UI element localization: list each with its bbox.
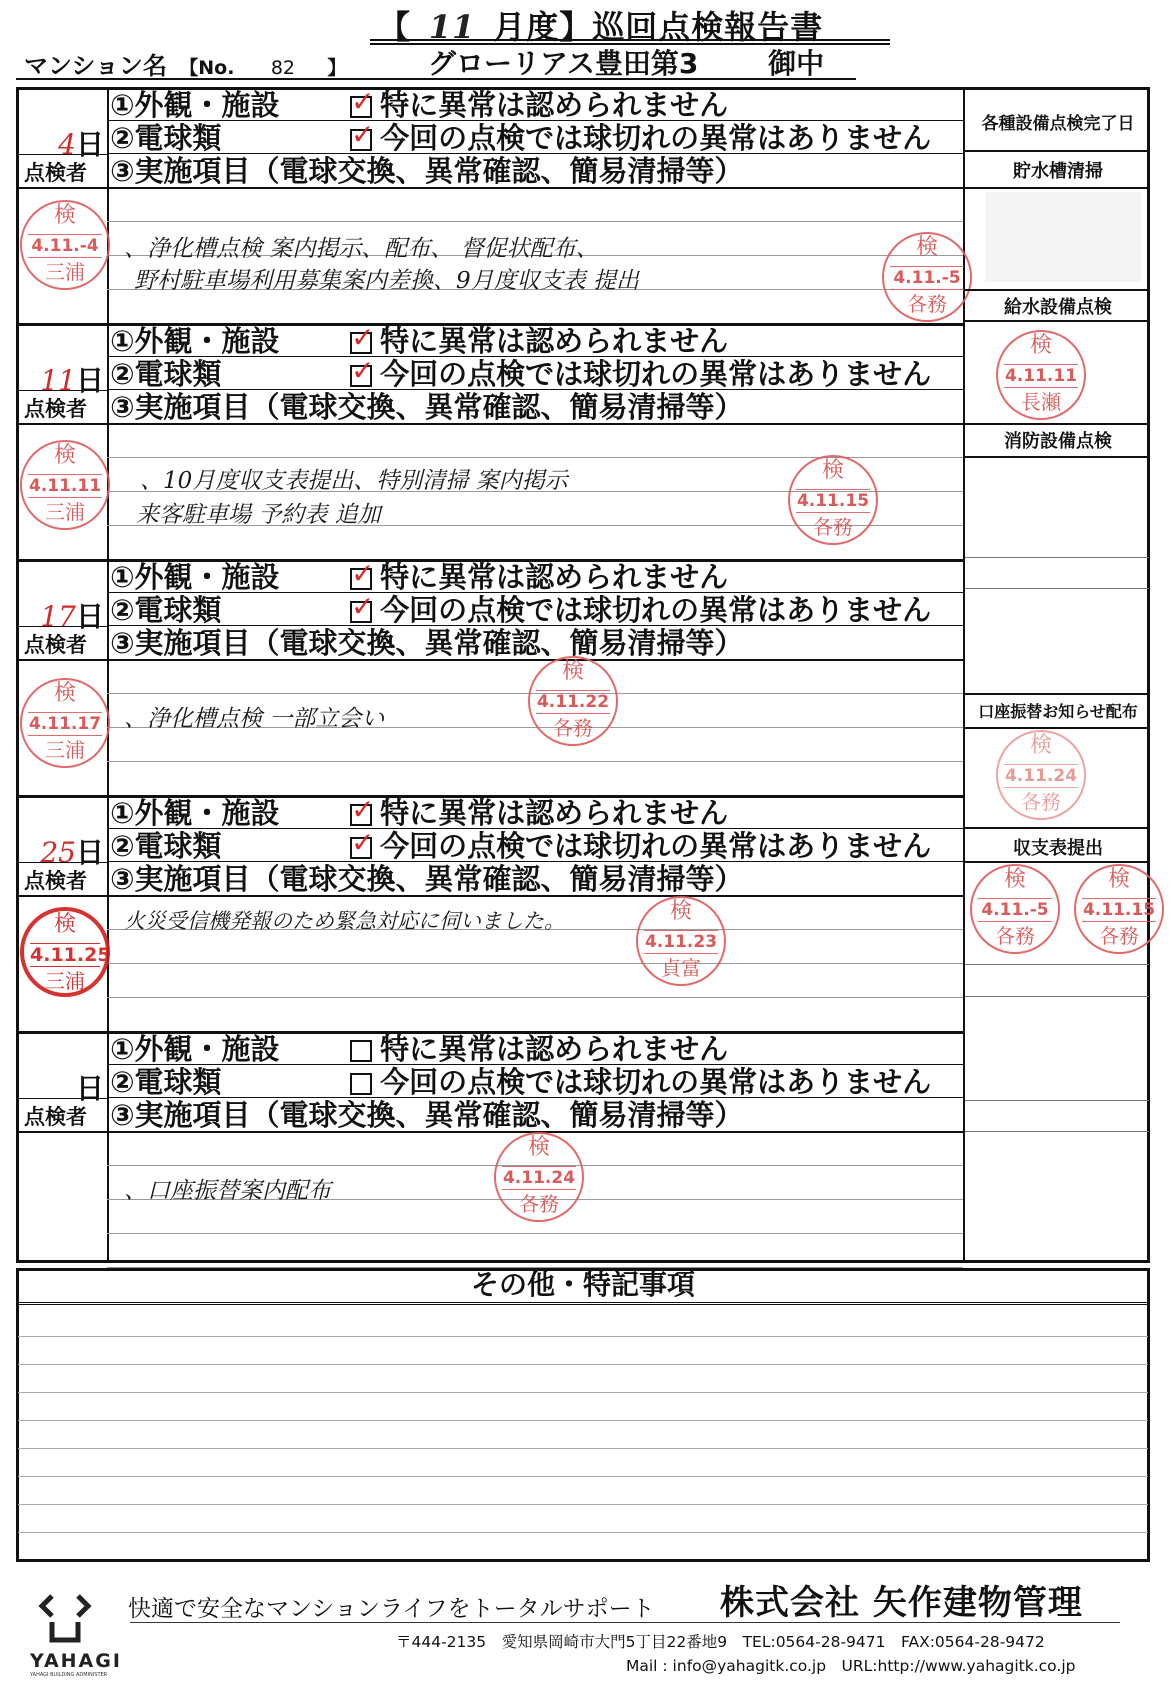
stamp-top: 検 [1029, 733, 1052, 758]
ruled-line [18, 1532, 1148, 1533]
inspector-stamp [20, 678, 110, 768]
title-bracket: 【 [378, 8, 412, 46]
item1-check-text: 特に異常は認められません [380, 324, 729, 358]
side-divider [965, 320, 1149, 322]
side-divider [965, 827, 1149, 829]
item3-label: ③実施項目（電球交換、異常確認、簡易清掃等） [110, 154, 744, 188]
checkbox-no-burnout[interactable] [350, 837, 372, 859]
stamp-top: 検 [53, 681, 76, 706]
item2-check-text: 今回の点検では球切れの異常はありません [380, 1065, 932, 1099]
checkbox-no-abnormality[interactable] [350, 568, 372, 590]
side-divider [965, 289, 1149, 291]
stamp-date: 4.11.24 [502, 1168, 576, 1188]
stamp-top: 検 [561, 659, 584, 684]
item3-label: ③実施項目（電球交換、異常確認、簡易清掃等） [110, 862, 744, 896]
side-stamp-account [996, 730, 1086, 820]
stamp-name: 三浦 [45, 260, 85, 284]
stamp-name: 各務 [907, 292, 947, 316]
handwritten-note: 来客駐車場 予約表 追加 [136, 502, 381, 528]
stamp-date: 4.11.22 [536, 692, 610, 712]
footer-tagline: 快適で安全なマンションライフをトータルサポート [128, 1596, 655, 1622]
item2-check-text: 今回の点検では球切れの異常はありません [380, 121, 932, 155]
item1-label: ①外観・施設 [110, 560, 280, 594]
side-item-label: 口座振替お知らせ配布 [978, 702, 1138, 721]
company-logo [30, 1590, 122, 1680]
logo-subtext: YAHAGI BUILDING ADMINISTER [30, 1672, 108, 1678]
item3-row [110, 155, 744, 187]
handwritten-note: 、浄化槽点検 一部立会い [124, 706, 385, 732]
stamp-name: 各務 [1099, 924, 1139, 948]
item1-row [110, 325, 728, 357]
stamp-top: 検 [821, 458, 844, 483]
row-divider [16, 1131, 965, 1133]
side-divider [965, 964, 1149, 965]
item1-label: ①外観・施設 [110, 1032, 280, 1066]
stamp-date: 4.11.11 [1004, 366, 1078, 386]
stamp-name: 各務 [553, 716, 593, 740]
stamp-date: 4.11.17 [28, 714, 102, 734]
ruled-line [107, 963, 963, 964]
side-divider [965, 861, 1149, 863]
day-label: 日 [75, 836, 104, 869]
side-divider [965, 423, 1149, 425]
stamp-name: 各務 [1021, 790, 1061, 814]
checkbox-no-abnormality[interactable] [350, 804, 372, 826]
stamp-top: 検 [53, 203, 76, 228]
side-stamp-water [996, 330, 1086, 420]
stamp-date: 4.11.23 [644, 932, 718, 952]
day-label: 日 [75, 1072, 104, 1105]
item2-label: ②電球類 [110, 593, 222, 627]
building-name: グローリアス豊田第3 [428, 47, 699, 80]
item1-check-text: 特に異常は認められません [380, 560, 729, 594]
office-stamp [882, 232, 972, 322]
stamp-date: 4.11.-5 [890, 266, 964, 290]
item3-label: ③実施項目（電球交換、異常確認、簡易清掃等） [110, 390, 744, 424]
item2-row [110, 594, 931, 626]
stamp-name: 貞富 [661, 956, 701, 980]
ruled-line [18, 1448, 1148, 1449]
row-divider [16, 895, 965, 897]
day-value: 17 [40, 600, 76, 633]
stamp-date: 4.11.15 [1082, 900, 1156, 920]
item2-check-text: 今回の点検では球切れの異常はありません [380, 593, 932, 627]
month-value: 11 [428, 8, 476, 46]
row-divider [16, 423, 965, 425]
stamp-top: 検 [1029, 333, 1052, 358]
stamp-date: 4.11.-5 [978, 898, 1052, 922]
other-title: その他・特記事項 [470, 1268, 695, 1301]
side-divider [965, 187, 1149, 189]
footer-contact: Mail : info@yahagitk.co.jp URL:http://www.yahagitk.co.jp [626, 1657, 1076, 1675]
inspector-label: 点検者 [24, 1105, 87, 1129]
checkbox-no-abnormality[interactable] [350, 332, 372, 354]
item2-label: ②電球類 [110, 357, 222, 391]
side-blank-box [985, 192, 1141, 282]
item1-check-text: 特に異常は認められません [380, 88, 729, 122]
inspector-label: 点検者 [24, 869, 87, 893]
item3-row [110, 391, 744, 423]
stamp-name: 各務 [995, 924, 1035, 948]
item3-row [110, 863, 744, 895]
side-divider [965, 588, 1149, 589]
item2-label: ②電球類 [110, 829, 222, 863]
day-label: 日 [75, 600, 104, 633]
stamp-top: 検 [1107, 867, 1130, 892]
ruled-line [18, 1364, 1148, 1365]
stamp-top: 検 [53, 912, 76, 937]
stamp-name: 各務 [519, 1192, 559, 1216]
side-item-label: 貯水槽清掃 [1013, 161, 1103, 182]
day-value: 11 [40, 364, 76, 397]
item1-label: ①外観・施設 [110, 324, 280, 358]
inspector-label: 点検者 [24, 397, 87, 421]
side-divider [965, 693, 1149, 695]
item1-row [110, 561, 728, 593]
checkbox-no-burnout[interactable] [350, 365, 372, 387]
side-divider [965, 456, 1149, 458]
inspector-label: 点検者 [24, 633, 87, 657]
stamp-top: 検 [53, 443, 76, 468]
ruled-line [18, 1336, 1148, 1337]
stamp-name: 三浦 [45, 500, 85, 524]
stamp-name: 各務 [813, 515, 853, 539]
ruled-line [107, 761, 963, 762]
handwritten-note: 、浄化槽点検 案内掲示、配布、 督促状配布、 [124, 236, 599, 262]
inspector-stamp [20, 200, 110, 290]
item2-label: ②電球類 [110, 121, 222, 155]
ruled-line [107, 221, 963, 222]
stamp-date: 4.11.24 [1004, 766, 1078, 786]
side-stamp-balance-2 [1074, 864, 1164, 954]
office-stamp [636, 896, 726, 986]
stamp-top: 検 [1003, 867, 1026, 892]
logo-mark-icon [30, 1590, 110, 1648]
day-label: 日 [75, 364, 104, 397]
header-underline [16, 78, 856, 80]
item3-row [110, 627, 744, 659]
day-value: 25 [40, 836, 76, 869]
stamp-top: 検 [915, 235, 938, 260]
item1-check-text: 特に異常は認められません [380, 796, 729, 830]
stamp-date: 4.11.25 [30, 944, 111, 966]
logo-text: YAHAGI [30, 1650, 122, 1672]
stamp-top: 検 [527, 1135, 550, 1160]
number-label: 【No. [179, 57, 235, 79]
item1-check-text: 特に異常は認められません [380, 1032, 729, 1066]
side-item-label: 消防設備点検 [1004, 431, 1112, 452]
footer-company: 株式会社 矢作建物管理 [720, 1583, 1083, 1623]
office-stamp [528, 656, 618, 746]
item3-row [110, 1099, 744, 1131]
side-divider [965, 557, 1149, 558]
side-divider [965, 996, 1149, 997]
ruled-line [18, 1420, 1148, 1421]
ruled-line [18, 1392, 1148, 1393]
stamp-date: 4.11.-4 [28, 234, 102, 258]
title-rest: 月度】巡回点検報告書 [493, 8, 824, 46]
side-stamp-balance-1 [970, 864, 1060, 954]
item2-row [110, 1066, 931, 1098]
item2-row [110, 830, 931, 862]
handwritten-note: 火災受信機発報のため緊急対応に伺いました。 [124, 909, 565, 933]
other-title-divider [16, 1302, 1150, 1305]
checkbox-no-burnout[interactable] [350, 601, 372, 623]
row-divider [16, 154, 108, 155]
item1-row [110, 89, 728, 121]
stamp-date: 4.11.11 [28, 476, 102, 496]
stamp-name: 長瀬 [1021, 390, 1061, 414]
row-divider [16, 390, 108, 391]
side-divider [965, 1131, 1149, 1132]
item1-row [110, 1033, 728, 1065]
item2-row [110, 122, 931, 154]
footer-address: 〒444-2135 愛知県岡崎市大門5丁目22番地9 TEL:0564-28-9471 FAX:0564-28-9472 [396, 1633, 1045, 1651]
ruled-line [18, 1504, 1148, 1505]
inspector-label: 点検者 [24, 161, 87, 185]
inspector-stamp [20, 440, 110, 530]
checkbox-no-burnout[interactable] [350, 1073, 372, 1095]
day-label: 日 [75, 128, 104, 161]
office-stamp [494, 1132, 584, 1222]
mansion-label-row [24, 46, 346, 81]
item2-check-text: 今回の点検では球切れの異常はありません [380, 829, 932, 863]
checkbox-no-abnormality[interactable] [350, 1040, 372, 1062]
item3-label: ③実施項目（電球交換、異常確認、簡易清掃等） [110, 626, 744, 660]
side-divider [965, 1100, 1149, 1101]
inspector-stamp [20, 907, 110, 997]
handwritten-note: 、10月度収支表提出、特別清掃 案内掲示 [140, 468, 568, 494]
side-divider [965, 150, 1149, 152]
checkbox-no-abnormality[interactable] [350, 96, 372, 118]
item3-label: ③実施項目（電球交換、異常確認、簡易清掃等） [110, 1098, 744, 1132]
honorific: 御中 [768, 47, 825, 80]
footer-divider [130, 1622, 1120, 1623]
side-item-label: 収支表提出 [1013, 838, 1103, 859]
item2-row [110, 358, 931, 390]
handwritten-note: 、口座振替案内配布 [124, 1178, 331, 1204]
building-name-row [428, 42, 824, 82]
ruled-line [107, 1233, 963, 1234]
stamp-name: 三浦 [45, 969, 85, 993]
office-stamp [788, 455, 878, 545]
row-divider [16, 187, 965, 189]
side-item-label: 給水設備点検 [1004, 297, 1112, 318]
side-divider [965, 727, 1149, 729]
row-divider [16, 626, 108, 627]
side-completed-header: 各種設備点検完了日 [981, 114, 1135, 134]
handwritten-note: 野村駐車場利用募集案内差換、9月度収支表 提出 [134, 268, 639, 294]
other-section [16, 1268, 1150, 1562]
stamp-name: 三浦 [45, 738, 85, 762]
item1-label: ①外観・施設 [110, 796, 280, 830]
row-divider [16, 659, 965, 661]
mansion-label: マンション名 [24, 52, 167, 80]
ruled-line [18, 1476, 1148, 1477]
stamp-date: 4.11.15 [796, 491, 870, 511]
item1-row [110, 797, 728, 829]
ruled-line [107, 997, 963, 998]
stamp-top: 検 [669, 899, 692, 924]
item1-label: ①外観・施設 [110, 88, 280, 122]
row-divider [16, 862, 108, 863]
checkbox-no-burnout[interactable] [350, 129, 372, 151]
number-value: 82 [270, 57, 296, 79]
row-divider [16, 1098, 108, 1099]
title-underline [370, 39, 890, 41]
item2-label: ②電球類 [110, 1065, 222, 1099]
day-value: 4 [58, 128, 76, 161]
item2-check-text: 今回の点検では球切れの異常はありません [380, 357, 932, 391]
number-close: 】 [327, 57, 347, 79]
